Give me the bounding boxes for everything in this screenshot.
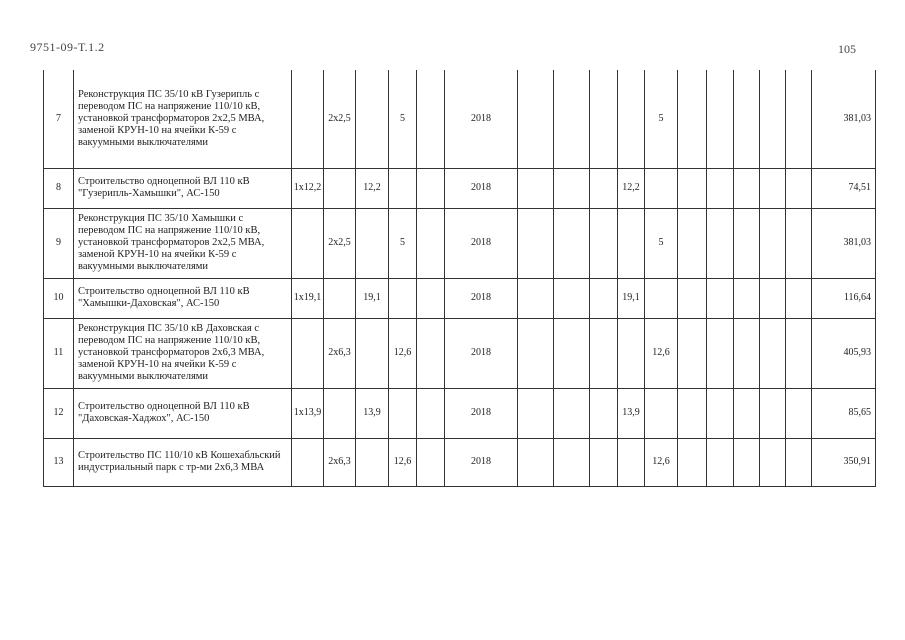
transformer-cell: 2х2,5 (324, 208, 356, 278)
empty-cell (590, 208, 618, 278)
capacity-mva-cell: 12,6 (389, 318, 417, 388)
empty-cell (786, 168, 812, 208)
row-number: 8 (44, 168, 74, 208)
line-length-cell: 1х12,2 (292, 168, 324, 208)
line-length-cell (292, 70, 324, 168)
row-number: 11 (44, 318, 74, 388)
empty-cell (760, 70, 786, 168)
empty-cell (417, 318, 445, 388)
empty-cell (734, 70, 760, 168)
cost-cell: 74,51 (812, 168, 876, 208)
capacity-2018-cell: 5 (645, 208, 678, 278)
cost-cell: 405,93 (812, 318, 876, 388)
empty-cell (554, 168, 590, 208)
empty-cell (786, 438, 812, 486)
empty-cell (417, 438, 445, 486)
transformer-cell (324, 278, 356, 318)
year-cell: 2018 (445, 168, 518, 208)
line-length-cell: 1х13,9 (292, 388, 324, 438)
year-cell: 2018 (445, 318, 518, 388)
row-number: 13 (44, 438, 74, 486)
row-number: 7 (44, 70, 74, 168)
empty-cell (734, 278, 760, 318)
project-name: Строительство одноцепной ВЛ 110 кВ "Хамышки-Даховская", АС-150 (74, 278, 292, 318)
transformer-cell: 2х2,5 (324, 70, 356, 168)
project-name: Реконструкция ПС 35/10 кВ Гузерипль с переводом ПС на напряжение 110/10 кВ, установкой трансформаторов 2х2,5 МВА, заменой КРУН-10 на ячейки К-59 с вакуумными выключателями (74, 70, 292, 168)
empty-cell (417, 208, 445, 278)
empty-cell (707, 70, 734, 168)
year-cell: 2018 (445, 208, 518, 278)
empty-cell (417, 168, 445, 208)
empty-cell (518, 318, 554, 388)
capacity-mva-cell (389, 168, 417, 208)
empty-cell (518, 388, 554, 438)
empty-cell (590, 70, 618, 168)
capacity-mva-cell: 5 (389, 208, 417, 278)
empty-cell (518, 278, 554, 318)
empty-cell (760, 318, 786, 388)
capacity-2018-cell: 12,6 (645, 318, 678, 388)
empty-cell (590, 278, 618, 318)
empty-cell (734, 208, 760, 278)
document-code: 9751-09-Т.1.2 (30, 40, 105, 54)
empty-cell (707, 168, 734, 208)
project-name: Реконструкция ПС 35/10 Хамышки с переводом ПС на напряжение 110/10 кВ, установкой трансформаторов 2х2,5 МВА, заменой КРУН-10 на ячейки К-59 с вакуумными выключателями (74, 208, 292, 278)
empty-cell (760, 278, 786, 318)
empty-cell (590, 388, 618, 438)
line-length-2018-cell (618, 208, 645, 278)
line-length-km-cell (356, 318, 389, 388)
table-row (44, 70, 876, 168)
empty-cell (590, 438, 618, 486)
empty-cell (760, 388, 786, 438)
row-number: 9 (44, 208, 74, 278)
empty-cell (554, 438, 590, 486)
capacity-2018-cell (645, 388, 678, 438)
empty-cell (734, 388, 760, 438)
line-length-cell: 1х19,1 (292, 278, 324, 318)
line-length-km-cell: 19,1 (356, 278, 389, 318)
cost-cell: 85,65 (812, 388, 876, 438)
year-cell: 2018 (445, 278, 518, 318)
line-length-km-cell (356, 438, 389, 486)
capacity-2018-cell (645, 168, 678, 208)
empty-cell (760, 438, 786, 486)
cost-cell: 381,03 (812, 208, 876, 278)
empty-cell (678, 318, 707, 388)
year-cell: 2018 (445, 70, 518, 168)
cost-cell: 116,64 (812, 278, 876, 318)
line-length-cell (292, 438, 324, 486)
empty-cell (518, 208, 554, 278)
empty-cell (678, 208, 707, 278)
cost-cell: 381,03 (812, 70, 876, 168)
empty-cell (786, 388, 812, 438)
transformer-cell (324, 388, 356, 438)
line-length-2018-cell (618, 70, 645, 168)
empty-cell (760, 168, 786, 208)
empty-cell (554, 318, 590, 388)
empty-cell (786, 278, 812, 318)
empty-cell (417, 278, 445, 318)
project-name: Реконструкция ПС 35/10 кВ Даховская с переводом ПС на напряжение 110/10 кВ, установкой трансформаторов 2х6,3 МВА, заменой КРУН-10 на ячейки К-59 с вакуумными выключателями (74, 318, 292, 388)
capacity-2018-cell (645, 278, 678, 318)
empty-cell (590, 168, 618, 208)
empty-cell (554, 70, 590, 168)
empty-cell (417, 388, 445, 438)
table-row (44, 168, 876, 208)
empty-cell (518, 168, 554, 208)
empty-cell (678, 70, 707, 168)
page-number: 105 (838, 42, 856, 56)
row-number: 10 (44, 278, 74, 318)
table-row (44, 388, 876, 438)
line-length-cell (292, 318, 324, 388)
line-length-km-cell (356, 70, 389, 168)
empty-cell (518, 70, 554, 168)
project-name: Строительство одноцепной ВЛ 110 кВ "Гузерипль-Хамышки", АС-150 (74, 168, 292, 208)
line-length-2018-cell (618, 438, 645, 486)
empty-cell (734, 168, 760, 208)
project-name: Строительство ПС 110/10 кВ Кошехабльский индустриальный парк с тр-ми 2х6,3 МВА (74, 438, 292, 486)
empty-cell (554, 208, 590, 278)
transformer-cell: 2х6,3 (324, 318, 356, 388)
table-row (44, 438, 876, 486)
empty-cell (786, 208, 812, 278)
empty-cell (707, 278, 734, 318)
empty-cell (678, 168, 707, 208)
table-row (44, 278, 876, 318)
line-length-cell (292, 208, 324, 278)
empty-cell (518, 438, 554, 486)
empty-cell (707, 318, 734, 388)
empty-cell (590, 318, 618, 388)
empty-cell (678, 388, 707, 438)
year-cell: 2018 (445, 438, 518, 486)
empty-cell (678, 278, 707, 318)
capacity-mva-cell: 12,6 (389, 438, 417, 486)
line-length-2018-cell: 19,1 (618, 278, 645, 318)
row-number: 12 (44, 388, 74, 438)
capacity-mva-cell: 5 (389, 70, 417, 168)
transformer-cell (324, 168, 356, 208)
empty-cell (554, 278, 590, 318)
line-length-km-cell: 12,2 (356, 168, 389, 208)
line-length-2018-cell (618, 318, 645, 388)
line-length-2018-cell: 13,9 (618, 388, 645, 438)
empty-cell (786, 318, 812, 388)
empty-cell (760, 208, 786, 278)
empty-cell (786, 70, 812, 168)
empty-cell (707, 438, 734, 486)
empty-cell (678, 438, 707, 486)
capacity-2018-cell: 12,6 (645, 438, 678, 486)
investment-table (43, 70, 876, 487)
year-cell: 2018 (445, 388, 518, 438)
transformer-cell: 2х6,3 (324, 438, 356, 486)
empty-cell (707, 388, 734, 438)
empty-cell (734, 438, 760, 486)
empty-cell (554, 388, 590, 438)
project-name: Строительство одноцепной ВЛ 110 кВ "Даховская-Хаджох", АС-150 (74, 388, 292, 438)
cost-cell: 350,91 (812, 438, 876, 486)
line-length-km-cell: 13,9 (356, 388, 389, 438)
empty-cell (707, 208, 734, 278)
line-length-km-cell (356, 208, 389, 278)
capacity-2018-cell: 5 (645, 70, 678, 168)
table-row (44, 208, 876, 278)
capacity-mva-cell (389, 388, 417, 438)
table-row (44, 318, 876, 388)
line-length-2018-cell: 12,2 (618, 168, 645, 208)
empty-cell (417, 70, 445, 168)
capacity-mva-cell (389, 278, 417, 318)
empty-cell (734, 318, 760, 388)
